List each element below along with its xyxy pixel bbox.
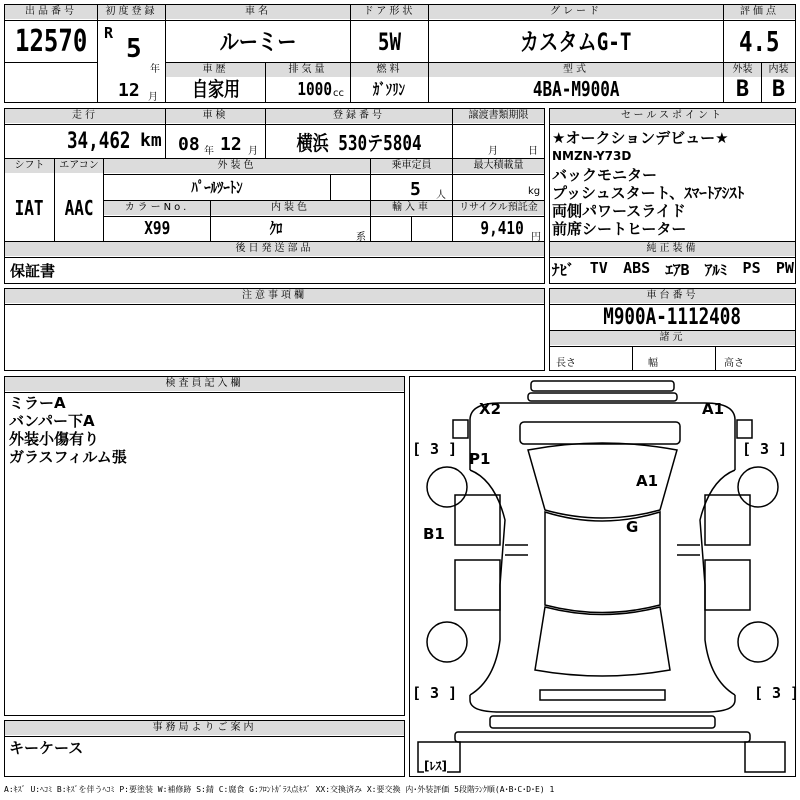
lot-number-value: 12570 (14, 24, 88, 59)
damage-mark-x2: X2 (479, 400, 502, 418)
history-header: 車歴 (166, 63, 265, 77)
grade-header: グレード (429, 5, 723, 19)
inspection-year-value: 08 (178, 134, 200, 155)
transfer-header: 譲渡書類期限 (453, 109, 544, 123)
lot-number-header: 出品番号 (5, 5, 97, 19)
notes-header: 注意事項欄 (5, 289, 544, 303)
first-registration-header: 初度登録 (98, 5, 165, 19)
later-parts-value: 保証書 (10, 262, 56, 280)
int-color-value: ｸﾛ (269, 219, 283, 238)
legend: A:ｷｽﾞ U:ﾍｺﾐ B:ｷｽﾞを伴うﾍｺﾐ P:要塗装 W:補修跡 S:錆 C:腐食 G:ﾌﾛﾝﾄｶﾞﾗｽ点ｷｽﾞ XX:交換済み X:要交換 内･外装評価 5段階ﾗﾝｸ順(A･B･C･D･E) 1 (4, 785, 555, 794)
mileage-header: 走行 (5, 109, 165, 123)
equipment-abs: ABS (623, 259, 651, 277)
ext-color-header: 外装色 (104, 159, 370, 173)
reg-year-unit: 年 (150, 64, 160, 75)
sales-points-header: セールスポイント (550, 109, 795, 123)
inspector-line-1: ミラーA (9, 394, 66, 412)
chassis-value: M900A-1112408 (603, 305, 742, 330)
color-no-header: カラーNo. (104, 201, 210, 215)
inspector-line-3: 外装小傷有り (9, 430, 100, 448)
inspector-line-2: バンパー下A (9, 412, 95, 430)
import-header: 輸入車 (371, 201, 452, 215)
model-code-header: 型式 (429, 63, 723, 77)
displacement-header: 排気量 (266, 63, 350, 77)
rating-header: 評価点 (724, 5, 795, 19)
door-type-value: 5W (377, 28, 402, 56)
tire-bracket-rear-right: [ 3 ] (754, 684, 800, 702)
registration-value: 横浜 530テ5804 (296, 131, 422, 155)
reg-month-unit: 月 (148, 92, 158, 103)
max-load-header: 最大積載量 (453, 159, 544, 173)
aircon-value: AAC (64, 196, 94, 220)
equipment-list (552, 259, 794, 280)
later-parts-header: 後日発送部品 (5, 242, 544, 256)
exterior-grade-header: 外装 (724, 63, 761, 77)
recycle-value: 9,410 (480, 218, 524, 239)
recycle-unit: 円 (531, 232, 541, 243)
displacement-value: 1000 (296, 79, 332, 100)
sales-line-4: プッシュスタート、ｽﾏｰﾄｱｼｽﾄ (552, 184, 745, 202)
displacement-unit: cc (333, 88, 344, 99)
shift-header: シフト (5, 159, 54, 173)
mileage-unit: km (140, 130, 162, 151)
inspection-header: 車検 (166, 109, 265, 123)
transfer-day-unit: 日 (528, 146, 538, 157)
damage-mark-g: G (626, 518, 639, 536)
model-code-value: 4BA-M900A (532, 77, 620, 101)
rating-value: 4.5 (739, 25, 780, 58)
equipment-navi: ﾅﾋﾞ (552, 261, 575, 279)
inspector-line-4: ガラスフィルム張 (9, 448, 127, 466)
damage-mark-b1: B1 (423, 525, 445, 543)
aircon-header: エアコン (55, 159, 103, 173)
exterior-grade-value: B (735, 77, 750, 102)
color-no-value: X99 (143, 218, 170, 239)
damage-mark-p1: P1 (469, 450, 491, 468)
ext-color-value: ﾊﾟｰﾙﾂｰﾄﾝ (191, 178, 243, 197)
int-color-header: 内装色 (211, 201, 370, 215)
inspector-header: 検査員記入欄 (5, 377, 404, 391)
damage-mark-a1-roof: A1 (636, 472, 659, 490)
sales-line-6: 前席シートヒーター (552, 220, 687, 238)
tire-bracket-rear-left: [ 3 ] (412, 684, 458, 702)
door-type-header: ドア形状 (351, 5, 428, 19)
damage-mark-a1-front: A1 (702, 400, 725, 418)
capacity-unit: 人 (436, 190, 446, 201)
capacity-header: 乗車定員 (371, 159, 452, 173)
inspection-month-unit: 月 (248, 146, 258, 157)
shift-value: IAT (15, 196, 44, 220)
registration-header: 登録番号 (266, 109, 452, 123)
equipment-tv: TV (589, 259, 608, 277)
car-name-header: 車名 (166, 5, 350, 19)
office-value: キーケース (9, 739, 84, 757)
fuel-header: 燃料 (351, 63, 428, 77)
interior-grade-header: 内装 (762, 63, 795, 77)
sales-line-3: バックモニター (552, 166, 658, 184)
tire-bracket-front-right: [ 3 ] (742, 440, 788, 458)
grade-value: カスタムG-T (520, 28, 632, 56)
equipment-alloy: ｱﾙﾐ (704, 261, 728, 279)
recycle-header: リサイクル預託金 (453, 201, 544, 215)
reg-month-value: 12 (118, 80, 140, 101)
max-load-unit: kg (528, 186, 541, 197)
history-value: 自家用 (191, 77, 240, 101)
fuel-value: ｶﾞｿﾘﾝ (373, 80, 406, 99)
equipment-ps: PS (742, 259, 761, 277)
spec-length-label: 長さ (556, 358, 576, 369)
car-outline (410, 377, 795, 776)
equipment-pw: PW (775, 259, 794, 277)
spare-tire-less: [ﾚｽ] (424, 759, 447, 773)
equipment-header: 純正装備 (550, 242, 795, 256)
reg-year-value: 5 (126, 34, 142, 64)
tire-bracket-front-left: [ 3 ] (412, 440, 458, 458)
inspection-month-value: 12 (220, 134, 242, 155)
inspection-year-unit: 年 (204, 146, 214, 157)
mileage-value: 34,462 (66, 129, 131, 154)
era-value: R (104, 24, 114, 42)
specs-header: 諸元 (550, 331, 795, 345)
spec-height-label: 高さ (724, 358, 744, 369)
sales-line-2: NMZN-Y73D (552, 149, 632, 163)
int-color-unit: 系 (356, 232, 366, 243)
car-name-value: ルーミー (219, 28, 297, 56)
transfer-month-unit: 月 (488, 146, 498, 157)
sales-line-5: 両側パワースライド (552, 202, 686, 220)
spec-width-label: 幅 (648, 358, 658, 369)
interior-grade-value: B (771, 77, 786, 102)
sales-line-1: ★オークションデビュー★ (552, 129, 729, 147)
capacity-value: 5 (410, 179, 421, 200)
chassis-header: 車台番号 (550, 289, 795, 303)
equipment-airbag: ｴｱB (665, 261, 690, 279)
office-header: 事務局よりご案内 (5, 721, 404, 735)
